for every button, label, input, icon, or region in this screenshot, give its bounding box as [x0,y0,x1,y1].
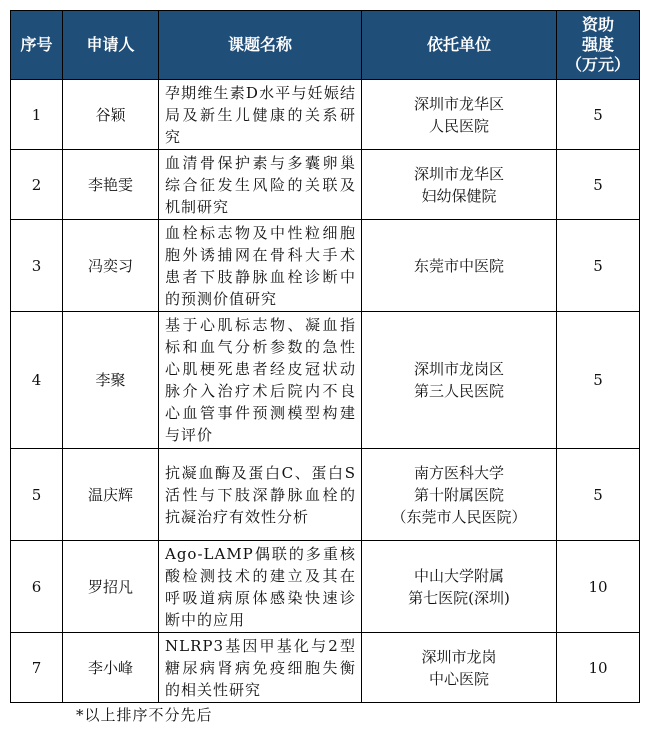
cell-funding: 5 [557,449,640,541]
cell-funding: 5 [557,220,640,312]
cell-topic: 基于心肌标志物、凝血指标和血气分析参数的急性心肌梗死患者经皮冠状动脉介入治疗术后院内不良心血管事件预测模型构建与评价 [159,312,362,449]
cell-applicant: 罗招凡 [63,541,159,633]
cell-unit [362,541,557,633]
cell-topic: 血清骨保护素与多囊卵巢综合征发生风险的关联及机制研究 [159,150,362,220]
table-row [11,312,640,449]
table-row [11,541,640,633]
cell-seq: 7 [11,633,63,703]
cell-applicant: 冯奕习 [63,220,159,312]
unit-line: 第七医院(深圳) [408,588,510,607]
cell-funding: 10 [557,541,640,633]
header-unit: 依托单位 [362,11,557,80]
header-funding-line: 资助 [581,15,614,34]
unit-line: 南方医科大学 [413,463,504,482]
unit-line: 第十附属医院 [413,485,504,504]
cell-seq: 2 [11,150,63,220]
header-funding-line: （万元） [565,55,630,74]
cell-seq: 6 [11,541,63,633]
unit-line: 深圳市龙岗 [421,647,497,666]
cell-topic: 孕期维生素D水平与妊娠结局及新生儿健康的关系研究 [159,80,362,150]
unit-line: 深圳市龙华区 [413,164,504,183]
unit-line: 中山大学附属 [413,566,504,585]
unit-line: 中心医院 [428,669,489,688]
cell-unit [362,312,557,449]
table-row [11,80,640,150]
header-funding-line: 强度 [581,35,614,54]
cell-topic: 血栓标志物及中性粒细胞胞外诱捕网在骨科大手术患者下肢静脉血栓诊断中的预测价值研究 [159,220,362,312]
cell-topic: 抗凝血酶及蛋白C、蛋白S活性与下肢深静脉血栓的抗凝治疗有效性分析 [159,449,362,541]
table-row [11,220,640,312]
cell-funding: 5 [557,312,640,449]
cell-topic: NLRP3基因甲基化与2型糖尿病肾病免疫细胞失衡的相关性研究 [159,633,362,703]
unit-line: 深圳市龙华区 [413,94,504,113]
cell-unit [362,633,557,703]
table-row [11,150,640,220]
cell-unit [362,449,557,541]
header-topic: 课题名称 [159,11,362,80]
unit-line: 妇幼保健院 [421,186,497,205]
header-seq: 序号 [11,11,63,80]
cell-seq: 3 [11,220,63,312]
header-applicant: 申请人 [63,11,159,80]
unit-line: 东莞市中医院 [413,256,504,275]
unit-line: 深圳市龙岗区 [413,360,504,378]
footnote: *以上排序不分先后 [76,706,213,724]
cell-seq: 4 [11,312,63,449]
header-funding [557,11,640,80]
header-row [11,11,640,80]
cell-unit [362,80,557,150]
cell-seq: 1 [11,80,63,150]
cell-applicant: 温庆辉 [63,449,159,541]
grant-table [10,10,640,703]
unit-line: 人民医院 [428,116,489,135]
cell-funding: 10 [557,633,640,703]
cell-applicant: 李聚 [63,312,159,449]
unit-line: （东莞市人民医院） [391,507,527,526]
cell-unit [362,220,557,312]
cell-unit [362,150,557,220]
table-row [11,449,640,541]
cell-topic: Ago-LAMP偶联的多重核酸检测技术的建立及其在呼吸道病原体感染快速诊断中的应用 [159,541,362,633]
cell-applicant: 谷颖 [63,80,159,150]
cell-applicant: 李小峰 [63,633,159,703]
unit-line: 第三人民医院 [413,382,504,400]
table-row [11,633,640,703]
cell-applicant: 李艳雯 [63,150,159,220]
cell-seq: 5 [11,449,63,541]
cell-funding: 5 [557,80,640,150]
cell-funding: 5 [557,150,640,220]
